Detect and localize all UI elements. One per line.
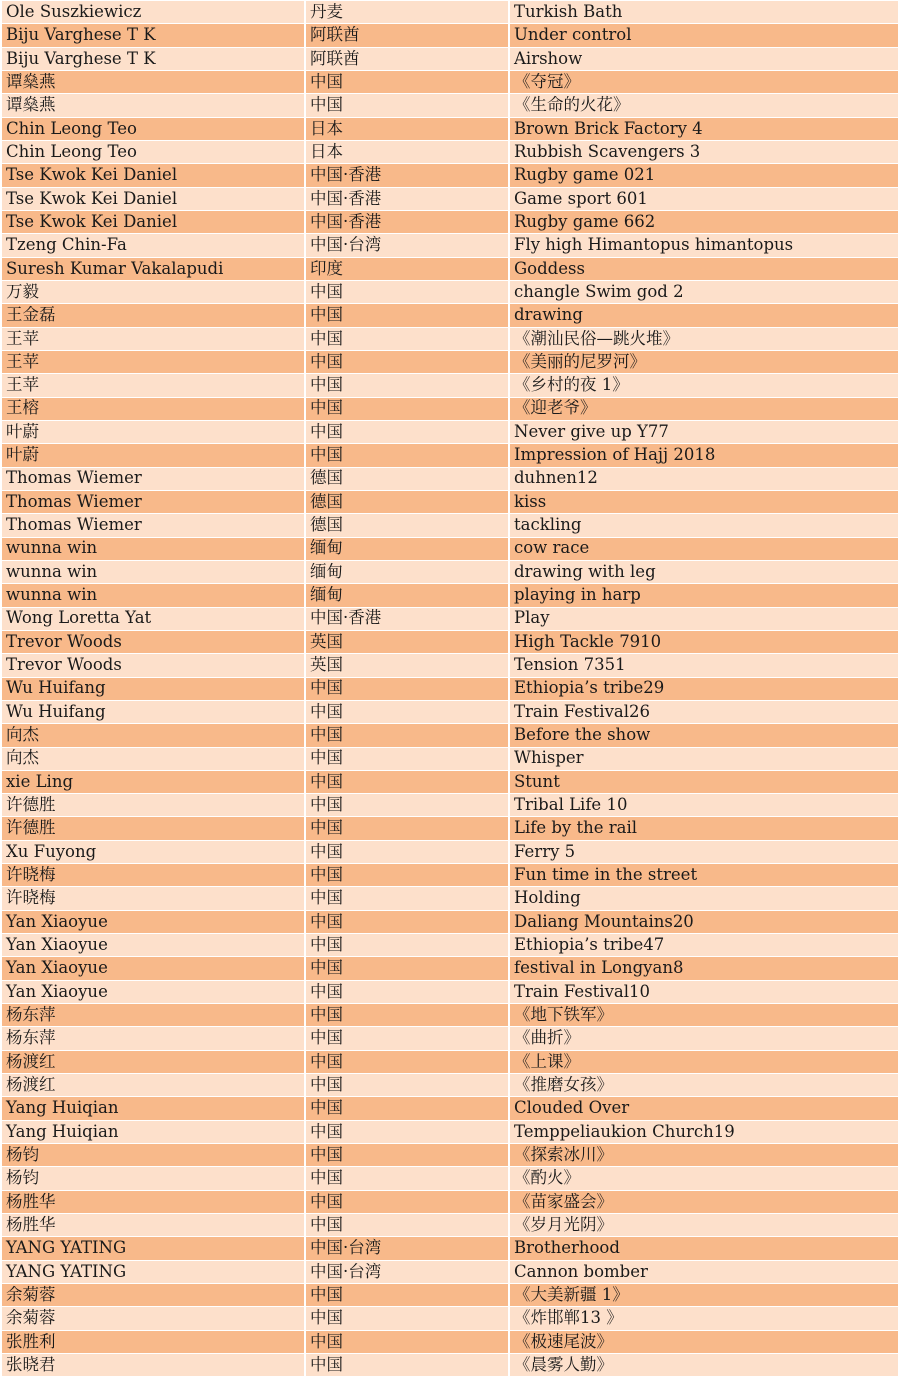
title-cell: Ethiopia’s tribe47 [508,934,898,956]
author-cell: YANG YATING [6,1261,127,1281]
table-row [2,887,898,910]
title-cell: 《上课》 [508,1051,898,1073]
author-cell: Tse Kwok Kei Daniel [6,211,178,231]
table-row [2,561,898,584]
country-cell: 中国 [304,864,508,886]
author-cell: 王金磊 [6,305,56,325]
table-row [2,864,898,887]
table-row [2,654,898,677]
author-cell: Yan Xiaoyue [6,911,108,931]
title-cell: Game sport 601 [508,188,898,210]
country-cell: 中国 [304,71,508,93]
author-cell: Chin Leong Teo [6,118,137,138]
title-cell: Rubbish Scavengers 3 [508,141,898,163]
country-cell: 中国 [304,421,508,443]
title-cell: kiss [508,491,898,513]
table-row [2,1121,898,1144]
table-row [2,911,898,934]
table-row [2,141,898,164]
country-cell: 中国·台湾 [304,1237,508,1259]
author-cell: 杨东萍 [6,1005,56,1025]
country-cell: 中国 [304,351,508,373]
country-cell: 中国 [304,957,508,979]
title-cell: 《推磨女孩》 [508,1074,898,1096]
author-cell: wunna win [6,538,98,558]
table-row [2,328,898,351]
title-cell: Fun time in the street [508,864,898,886]
title-cell: 《探索冰川》 [508,1144,898,1166]
country-cell: 中国 [304,1331,508,1353]
table-row [2,468,898,491]
table-row [2,817,898,840]
table-row [2,1237,898,1260]
table-row [2,981,898,1004]
title-cell: 《地下铁军》 [508,1004,898,1026]
author-cell: Yan Xiaoyue [6,958,108,978]
title-cell: playing in harp [508,584,898,606]
table-row [2,841,898,864]
title-cell: 《岁月光阴》 [508,1214,898,1236]
title-cell: Never give up Y77 [508,421,898,443]
table-row [2,794,898,817]
title-cell: 《苗家盛会》 [508,1191,898,1213]
country-cell: 阿联酋 [304,48,508,70]
title-cell: Tension 7351 [508,654,898,676]
title-cell: drawing [508,304,898,326]
table-row [2,701,898,724]
author-cell: Biju Varghese T K [6,48,156,68]
country-cell: 中国 [304,678,508,700]
title-cell: Whisper [508,748,898,770]
table-row [2,48,898,71]
country-cell: 中国 [304,841,508,863]
author-cell: 王苹 [6,375,39,395]
author-cell: Wong Loretta Yat [6,608,152,628]
author-cell: 杨钧 [6,1144,39,1164]
title-cell: cow race [508,538,898,560]
author-cell: 许德胜 [6,818,56,838]
country-cell: 中国 [304,887,508,909]
country-cell: 中国 [304,328,508,350]
table-row [2,24,898,47]
table-row [2,584,898,607]
author-cell: 叶蔚 [6,421,39,441]
title-cell: changle Swim god 2 [508,281,898,303]
country-cell: 中国 [304,1214,508,1236]
country-cell: 缅甸 [304,538,508,560]
author-cell: 谭燊燕 [6,71,56,91]
author-cell: Wu Huifang [6,701,106,721]
title-cell: Holding [508,887,898,909]
country-cell: 中国 [304,748,508,770]
author-cell: Thomas Wiemer [6,468,142,488]
title-cell: Under control [508,24,898,46]
author-cell: Tse Kwok Kei Daniel [6,165,178,185]
author-cell: 余菊蓉 [6,1284,56,1304]
title-cell: Train Festival10 [508,981,898,1003]
country-cell: 德国 [304,491,508,513]
title-cell: Clouded Over [508,1097,898,1119]
title-cell: Brown Brick Factory 4 [508,118,898,140]
country-cell: 中国 [304,1074,508,1096]
country-cell: 德国 [304,468,508,490]
table-row [2,1004,898,1027]
author-cell: Yan Xiaoyue [6,935,108,955]
country-cell: 中国 [304,1027,508,1049]
country-cell: 丹麦 [304,1,508,23]
table-row [2,211,898,234]
table-row [2,1191,898,1214]
author-cell: Biju Varghese T K [6,25,156,45]
author-cell: Chin Leong Teo [6,141,137,161]
table-row [2,118,898,141]
country-cell: 缅甸 [304,561,508,583]
author-cell: 张胜利 [6,1331,56,1351]
table-row [2,491,898,514]
author-cell: 杨钧 [6,1168,39,1188]
country-cell: 中国 [304,304,508,326]
country-cell: 中国·香港 [304,188,508,210]
table-row [2,304,898,327]
country-cell: 中国 [304,444,508,466]
title-cell: 《美丽的尼罗河》 [508,351,898,373]
author-cell: 叶蔚 [6,445,39,465]
table-row [2,258,898,281]
country-cell: 中国 [304,1167,508,1189]
author-cell: 王苹 [6,328,39,348]
table-row [2,444,898,467]
author-cell: Yang Huiqian [6,1121,119,1141]
country-cell: 中国 [304,1144,508,1166]
table-row [2,1051,898,1074]
table-row [2,678,898,701]
table-row [2,514,898,537]
title-cell: Turkish Bath [508,1,898,23]
country-cell: 缅甸 [304,584,508,606]
title-cell: Stunt [508,771,898,793]
country-cell: 中国 [304,724,508,746]
author-cell: Tzeng Chin-Fa [6,235,127,255]
country-cell: 日本 [304,118,508,140]
title-cell: tackling [508,514,898,536]
country-cell: 印度 [304,258,508,280]
country-cell: 中国·台湾 [304,1261,508,1283]
title-cell: festival in Longyan8 [508,957,898,979]
author-cell: 许德胜 [6,795,56,815]
country-cell: 中国·香港 [304,164,508,186]
title-cell: 《极速尾波》 [508,1331,898,1353]
table-row [2,71,898,94]
table-row [2,1307,898,1330]
author-cell: Thomas Wiemer [6,515,142,535]
author-cell: 杨胜华 [6,1214,56,1234]
country-cell: 中国 [304,1004,508,1026]
country-cell: 中国·台湾 [304,234,508,256]
country-cell: 中国 [304,281,508,303]
table-row [2,1261,898,1284]
country-cell: 中国·香港 [304,211,508,233]
title-cell: 《大美新疆 1》 [508,1284,898,1306]
country-cell: 中国 [304,1097,508,1119]
author-cell: xie Ling [6,771,74,791]
title-cell: Before the show [508,724,898,746]
title-cell: 《潮汕民俗—跳火堆》 [508,328,898,350]
title-cell: 《炸邯郸13 》 [508,1307,898,1329]
country-cell: 中国 [304,1354,508,1376]
table-row [2,234,898,257]
country-cell: 中国 [304,1284,508,1306]
table-row [2,1074,898,1097]
country-cell: 中国 [304,701,508,723]
title-cell: Rugby game 021 [508,164,898,186]
country-cell: 英国 [304,631,508,653]
title-cell: Brotherhood [508,1237,898,1259]
author-cell: 万毅 [6,281,39,301]
country-cell: 中国 [304,1191,508,1213]
table-row [2,1284,898,1307]
author-cell: Suresh Kumar Vakalapudi [6,258,224,278]
title-cell: 《夺冠》 [508,71,898,93]
country-cell: 中国 [304,794,508,816]
title-cell: Tribal Life 10 [508,794,898,816]
title-cell: duhnen12 [508,468,898,490]
author-cell: 余菊蓉 [6,1308,56,1328]
title-cell: Play [508,608,898,630]
country-cell: 中国 [304,1051,508,1073]
table-row [2,748,898,771]
table-row [2,771,898,794]
country-cell: 中国 [304,771,508,793]
author-cell: Yan Xiaoyue [6,981,108,1001]
author-cell: Wu Huifang [6,678,106,698]
author-cell: Xu Fuyong [6,841,97,861]
country-cell: 中国 [304,398,508,420]
country-cell: 中国 [304,1121,508,1143]
title-cell: drawing with leg [508,561,898,583]
country-cell: 中国 [304,94,508,116]
author-cell: 杨渡红 [6,1075,56,1094]
author-cell: 杨渡红 [6,1051,56,1071]
title-cell: 《生命的火花》 [508,94,898,116]
table-row [2,608,898,631]
title-cell: 《晨雾人勤》 [508,1354,898,1376]
author-cell: Ole Suszkiewicz [6,1,142,21]
country-cell: 日本 [304,141,508,163]
country-cell: 中国 [304,911,508,933]
table-row [2,538,898,561]
country-cell: 中国 [304,1307,508,1329]
table-row [2,724,898,747]
author-cell: Trevor Woods [6,655,122,675]
table-row [2,1027,898,1050]
author-cell: 许晓梅 [6,865,56,885]
table-row [2,351,898,374]
country-cell: 中国 [304,934,508,956]
title-cell: Daliang Mountains20 [508,911,898,933]
country-cell: 阿联酋 [304,24,508,46]
country-cell: 中国 [304,981,508,1003]
title-cell: Fly high Himantopus himantopus [508,234,898,256]
table-row [2,957,898,980]
table-row [2,281,898,304]
title-cell: Airshow [508,48,898,70]
table-row [2,934,898,957]
table-row [2,1144,898,1167]
title-cell: 《迎老爷》 [508,398,898,420]
table-row [2,188,898,211]
author-cell: Thomas Wiemer [6,491,142,511]
table-row [2,164,898,187]
table-row [2,421,898,444]
author-cell: 向杰 [6,748,39,768]
table-row [2,631,898,654]
title-cell: Temppeliaukion Church19 [508,1121,898,1143]
table-row [2,1097,898,1120]
author-cell: Trevor Woods [6,631,122,651]
author-cell: 杨胜华 [6,1191,56,1211]
title-cell: Train Festival26 [508,701,898,723]
author-cell: 张晓君 [6,1354,56,1374]
country-cell: 中国 [304,817,508,839]
table-row [2,398,898,421]
title-cell: Ethiopia’s tribe29 [508,678,898,700]
title-cell: Ferry 5 [508,841,898,863]
table-row [2,374,898,397]
title-cell: High Tackle 7910 [508,631,898,653]
title-cell: 《乡村的夜 1》 [508,374,898,396]
table-row [2,1354,898,1377]
author-cell: Yang Huiqian [6,1098,119,1118]
author-cell: 谭燊燕 [6,95,56,115]
title-cell: Impression of Hajj 2018 [508,444,898,466]
table-row [2,1331,898,1354]
author-cell: YANG YATING [6,1238,127,1258]
country-cell: 德国 [304,514,508,536]
author-cell: 王榕 [6,398,39,418]
table-row [2,1,898,24]
author-cell: 王苹 [6,351,39,371]
author-cell: wunna win [6,561,98,581]
table-row [2,1167,898,1190]
table-row [2,1214,898,1237]
title-cell: 《曲折》 [508,1027,898,1049]
country-cell: 英国 [304,654,508,676]
author-cell: wunna win [6,585,98,605]
title-cell: Life by the rail [508,817,898,839]
author-cell: 许晓梅 [6,888,56,908]
author-cell: Tse Kwok Kei Daniel [6,188,178,208]
country-cell: 中国 [304,374,508,396]
table-row [2,94,898,117]
title-cell: Goddess [508,258,898,280]
title-cell: Cannon bomber [508,1261,898,1283]
title-cell: 《酌火》 [508,1167,898,1189]
country-cell: 中国·香港 [304,608,508,630]
author-cell: 向杰 [6,725,39,745]
author-cell: 杨东萍 [6,1028,56,1048]
title-cell: Rugby game 662 [508,211,898,233]
